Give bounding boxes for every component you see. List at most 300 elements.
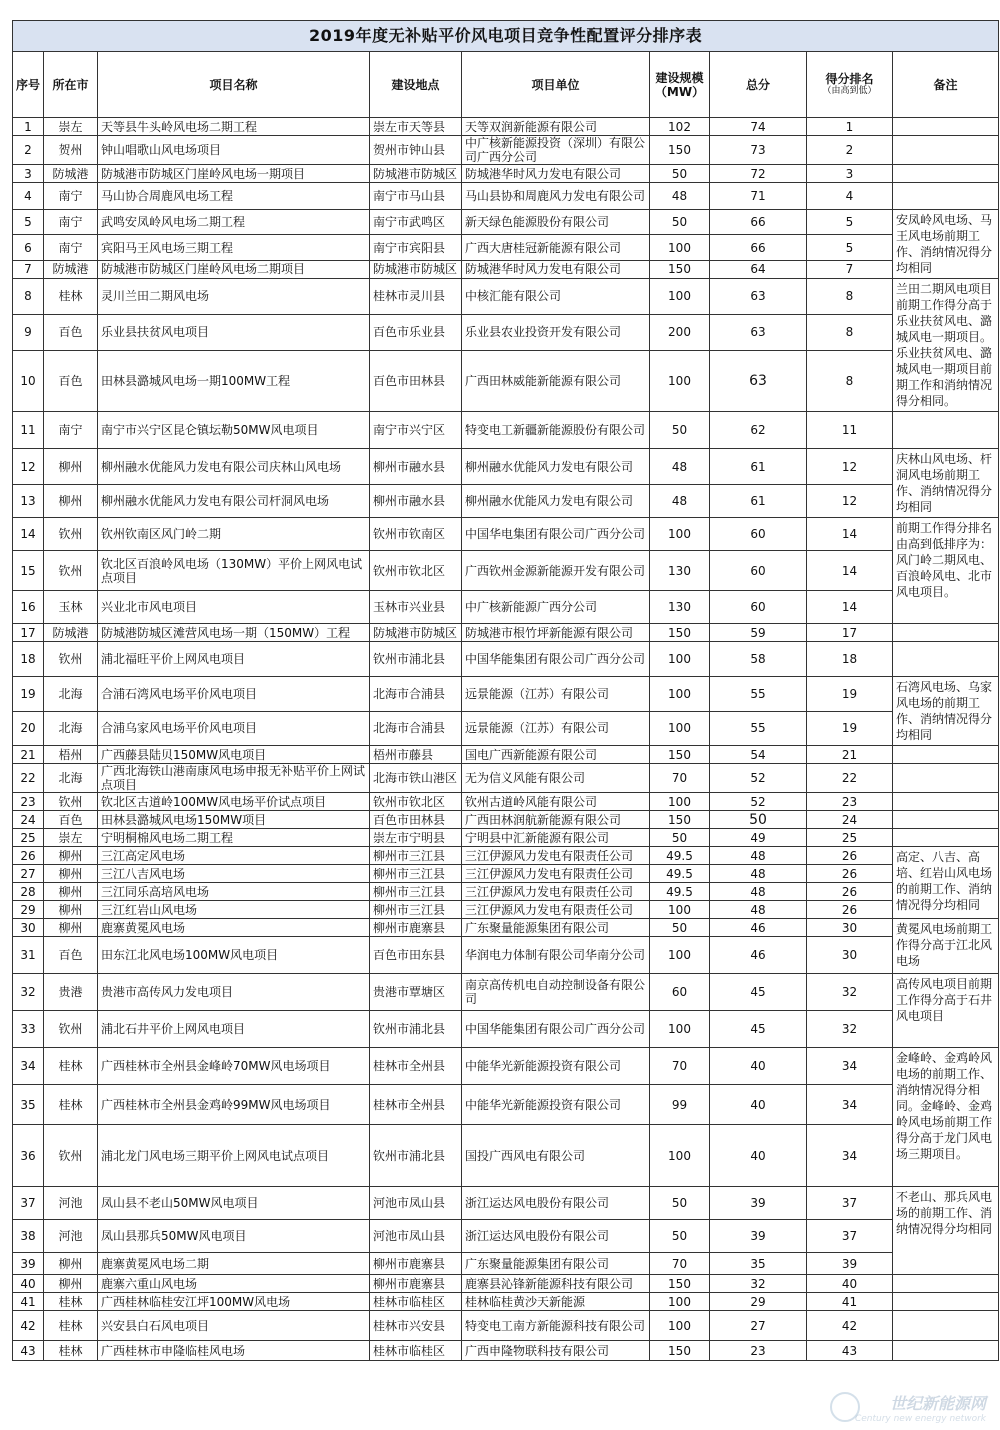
cell-city: 柳州: [44, 901, 98, 919]
cell-rank: 8: [807, 350, 893, 411]
cell-score: 23: [710, 1341, 807, 1361]
cell-location: 柳州市融水县: [370, 485, 462, 518]
cell-location: 柳州市三江县: [370, 883, 462, 901]
cell-capacity: 100: [650, 1011, 710, 1048]
table-row: [13, 449, 999, 485]
table-row: [13, 711, 999, 746]
cell-note: 黄冕风电场前期工作得分高于江北风电场: [893, 919, 999, 974]
cell-capacity: 50: [650, 1220, 710, 1253]
cell-rank: 30: [807, 937, 893, 974]
cell-project-name: 宁明桐棉风电场二期工程: [98, 829, 370, 847]
score-table-sheet: [12, 20, 998, 1361]
cell-location: 桂林市临桂区: [370, 1293, 462, 1311]
cell-project-name: 浦北石井平价上网风电项目: [98, 1011, 370, 1048]
table-row: [13, 1275, 999, 1293]
cell-note-empty: [893, 1311, 999, 1341]
cell-score: 66: [710, 235, 807, 260]
table-row: [13, 1311, 999, 1341]
cell-capacity: 100: [650, 711, 710, 746]
cell-seq: 34: [13, 1048, 44, 1085]
cell-seq: 1: [13, 118, 44, 136]
cell-score: 60: [710, 551, 807, 591]
cell-capacity: 130: [650, 551, 710, 591]
cell-city: 钦州: [44, 1125, 98, 1187]
cell-project-name: 凤山县那兵50MW风电项目: [98, 1220, 370, 1253]
cell-note-empty: [893, 412, 999, 449]
table-row: [13, 235, 999, 260]
cell-rank: 18: [807, 642, 893, 677]
cell-seq: 29: [13, 901, 44, 919]
cell-capacity: 150: [650, 136, 710, 165]
table-row: [13, 1125, 999, 1187]
cell-city: 梧州: [44, 746, 98, 764]
cell-location: 贵港市覃塘区: [370, 974, 462, 1011]
cell-score: 45: [710, 974, 807, 1011]
cell-note: 安凤岭风电场、马王风电场前期工作、消纳情况得分均相同: [893, 210, 999, 279]
cell-seq: 6: [13, 235, 44, 260]
cell-rank: 26: [807, 865, 893, 883]
table-row: [13, 350, 999, 411]
cell-city: 柳州: [44, 485, 98, 518]
table-row: [13, 883, 999, 901]
cell-company: 中国华能集团有限公司广西分公司: [462, 642, 650, 677]
cell-project-name: 广西藤县陆贝150MW风电项目: [98, 746, 370, 764]
cell-rank: 8: [807, 279, 893, 315]
cell-city: 南宁: [44, 210, 98, 235]
cell-location: 北海市铁山港区: [370, 764, 462, 793]
cell-seq: 30: [13, 919, 44, 937]
cell-rank: 12: [807, 449, 893, 485]
table-row: [13, 518, 999, 551]
cell-project-name: 钦州钦南区风门岭二期: [98, 518, 370, 551]
cell-company: 天等双润新能源有限公司: [462, 118, 650, 136]
cell-city: 钦州: [44, 793, 98, 811]
cell-capacity: 49.5: [650, 865, 710, 883]
table-row: [13, 210, 999, 235]
cell-company: 桂林临桂黄沙天新能源: [462, 1293, 650, 1311]
cell-capacity: 150: [650, 1275, 710, 1293]
cell-score: 73: [710, 136, 807, 165]
cell-rank: 30: [807, 919, 893, 937]
table-body: [13, 118, 999, 1361]
cell-capacity: 70: [650, 1048, 710, 1085]
cell-seq: 43: [13, 1341, 44, 1361]
cell-company: 中广核新能源投资（深圳）有限公司广西分公司: [462, 136, 650, 165]
cell-project-name: 浦北龙门风电场三期平价上网风电试点项目: [98, 1125, 370, 1187]
cell-city: 贵港: [44, 974, 98, 1011]
cell-score: 32: [710, 1275, 807, 1293]
cell-project-name: 乐业县扶贫风电项目: [98, 314, 370, 350]
cell-project-name: 钟山唱歌山风电场项目: [98, 136, 370, 165]
cell-capacity: 150: [650, 260, 710, 278]
cell-rank: 34: [807, 1125, 893, 1187]
cell-location: 北海市合浦县: [370, 677, 462, 712]
header-row: [13, 52, 999, 118]
cell-city: 柳州: [44, 1253, 98, 1275]
cell-score: 62: [710, 412, 807, 449]
cell-location: 南宁市兴宁区: [370, 412, 462, 449]
cell-city: 钦州: [44, 642, 98, 677]
cell-project-name: 田东江北风电场100MW风电项目: [98, 937, 370, 974]
cell-project-name: 广西桂林临桂安江坪100MW风电场: [98, 1293, 370, 1311]
cell-location: 桂林市临桂区: [370, 1341, 462, 1361]
cell-project-name: 鹿寨黄冕风电场二期: [98, 1253, 370, 1275]
table-row: [13, 865, 999, 883]
cell-note: 石湾风电场、乌家风电场的前期工作、消纳情况得分均相同: [893, 677, 999, 746]
cell-location: 梧州市藤县: [370, 746, 462, 764]
cell-city: 钦州: [44, 518, 98, 551]
cell-rank: 34: [807, 1085, 893, 1125]
cell-note-empty: [893, 829, 999, 847]
cell-score: 61: [710, 449, 807, 485]
cell-capacity: 50: [650, 1187, 710, 1220]
table-row: [13, 974, 999, 1011]
cell-project-name: 防城港防城区滩营风电场一期（150MW）工程: [98, 624, 370, 642]
cell-company: 三江伊源风力发电有限责任公司: [462, 901, 650, 919]
cell-project-name: 浦北福旺平价上网风电项目: [98, 642, 370, 677]
table-row: [13, 279, 999, 315]
cell-location: 北海市合浦县: [370, 711, 462, 746]
cell-company: 鹿寨县沁锋新能源科技有限公司: [462, 1275, 650, 1293]
cell-project-name: 灵川兰田二期风电场: [98, 279, 370, 315]
cell-rank: 2: [807, 136, 893, 165]
cell-rank: 12: [807, 485, 893, 518]
cell-project-name: 宾阳马王风电场三期工程: [98, 235, 370, 260]
header-capacity: 建设规模（MW）: [650, 52, 710, 118]
cell-seq: 40: [13, 1275, 44, 1293]
cell-score: 55: [710, 677, 807, 712]
cell-company: 中国华电集团有限公司广西分公司: [462, 518, 650, 551]
cell-capacity: 100: [650, 235, 710, 260]
cell-score: 60: [710, 518, 807, 551]
cell-score: 48: [710, 865, 807, 883]
cell-seq: 31: [13, 937, 44, 974]
cell-city: 桂林: [44, 1293, 98, 1311]
cell-location: 桂林市全州县: [370, 1048, 462, 1085]
cell-city: 柳州: [44, 847, 98, 865]
cell-company: 国投广西风电有限公司: [462, 1125, 650, 1187]
cell-project-name: 广西北海铁山港南康风电场申报无补贴平价上网试点项目: [98, 764, 370, 793]
cell-city: 桂林: [44, 279, 98, 315]
cell-rank: 26: [807, 901, 893, 919]
cell-score: 48: [710, 847, 807, 865]
cell-project-name: 鹿寨黄冕风电场: [98, 919, 370, 937]
cell-score: 48: [710, 901, 807, 919]
cell-company: 柳州融水优能风力发电有限公司: [462, 485, 650, 518]
cell-city: 河池: [44, 1220, 98, 1253]
cell-city: 防城港: [44, 165, 98, 183]
cell-score: 72: [710, 165, 807, 183]
cell-seq: 35: [13, 1085, 44, 1125]
cell-city: 防城港: [44, 260, 98, 278]
cell-capacity: 50: [650, 210, 710, 235]
cell-rank: 37: [807, 1187, 893, 1220]
cell-capacity: 49.5: [650, 847, 710, 865]
cell-location: 钦州市钦北区: [370, 551, 462, 591]
cell-city: 柳州: [44, 449, 98, 485]
cell-company: 宁明县中汇新能源有限公司: [462, 829, 650, 847]
cell-capacity: 100: [650, 677, 710, 712]
cell-seq: 41: [13, 1293, 44, 1311]
cell-seq: 33: [13, 1011, 44, 1048]
header-rank-sub: （由高到低）: [822, 86, 877, 96]
cell-seq: 20: [13, 711, 44, 746]
cell-score: 52: [710, 793, 807, 811]
cell-seq: 9: [13, 314, 44, 350]
cell-score: 27: [710, 1311, 807, 1341]
cell-seq: 4: [13, 183, 44, 210]
cell-company: 马山县协和周鹿风力发电有限公司: [462, 183, 650, 210]
cell-rank: 17: [807, 624, 893, 642]
cell-project-name: 合浦乌家风电场平价风电项目: [98, 711, 370, 746]
cell-rank: 21: [807, 746, 893, 764]
cell-city: 柳州: [44, 1275, 98, 1293]
watermark: [855, 1391, 986, 1424]
cell-location: 崇左市天等县: [370, 118, 462, 136]
cell-city: 南宁: [44, 235, 98, 260]
cell-company: 远景能源（江苏）有限公司: [462, 677, 650, 712]
cell-capacity: 150: [650, 1341, 710, 1361]
cell-score: 45: [710, 1011, 807, 1048]
cell-project-name: 田林县潞城风电场150MW项目: [98, 811, 370, 829]
cell-seq: 15: [13, 551, 44, 591]
cell-capacity: 100: [650, 901, 710, 919]
cell-city: 柳州: [44, 865, 98, 883]
table-row: [13, 1011, 999, 1048]
cell-company: 远景能源（江苏）有限公司: [462, 711, 650, 746]
cell-rank: 25: [807, 829, 893, 847]
cell-capacity: 50: [650, 412, 710, 449]
cell-location: 钦州市浦北县: [370, 1011, 462, 1048]
cell-rank: 14: [807, 551, 893, 591]
table-row: [13, 165, 999, 183]
cell-seq: 12: [13, 449, 44, 485]
cell-location: 钦州市浦北县: [370, 642, 462, 677]
cell-company: 浙江运达风电股份有限公司: [462, 1187, 650, 1220]
cell-rank: 32: [807, 974, 893, 1011]
table-row: [13, 314, 999, 350]
cell-company: 南京高传机电自动控制设备有限公司: [462, 974, 650, 1011]
table-row: [13, 1187, 999, 1220]
cell-rank: 24: [807, 811, 893, 829]
cell-company: 防城港华时风力发电有限公司: [462, 165, 650, 183]
cell-note: 不老山、那兵风电场的前期工作、消纳情况得分均相同: [893, 1187, 999, 1275]
cell-rank: 26: [807, 847, 893, 865]
header-note: 备注: [893, 52, 999, 118]
cell-location: 玉林市兴业县: [370, 591, 462, 624]
cell-seq: 2: [13, 136, 44, 165]
cell-score: 64: [710, 260, 807, 278]
cell-capacity: 100: [650, 518, 710, 551]
cell-capacity: 70: [650, 1253, 710, 1275]
table-row: [13, 591, 999, 624]
cell-capacity: 100: [650, 1311, 710, 1341]
cell-city: 柳州: [44, 883, 98, 901]
cell-seq: 39: [13, 1253, 44, 1275]
cell-score: 35: [710, 1253, 807, 1275]
cell-capacity: 60: [650, 974, 710, 1011]
cell-location: 柳州市三江县: [370, 865, 462, 883]
table-row: [13, 901, 999, 919]
cell-score: 52: [710, 764, 807, 793]
cell-rank: 1: [807, 118, 893, 136]
cell-note-empty: [893, 811, 999, 829]
cell-project-name: 三江红岩山风电场: [98, 901, 370, 919]
cell-city: 钦州: [44, 1011, 98, 1048]
cell-note-empty: [893, 118, 999, 136]
cell-seq: 11: [13, 412, 44, 449]
cell-capacity: 48: [650, 183, 710, 210]
cell-note: 高定、八吉、高培、红岩山风电场的前期工作、消纳情况得分均相同: [893, 847, 999, 919]
cell-score: 74: [710, 118, 807, 136]
cell-city: 百色: [44, 350, 98, 411]
cell-seq: 36: [13, 1125, 44, 1187]
cell-company: 浙江运达风电股份有限公司: [462, 1220, 650, 1253]
table-row: [13, 1220, 999, 1253]
header-rank: [807, 52, 893, 118]
table-row: [13, 764, 999, 793]
header-company: 项目单位: [462, 52, 650, 118]
cell-location: 钦州市浦北县: [370, 1125, 462, 1187]
cell-company: 广西田林威能新能源有限公司: [462, 350, 650, 411]
cell-company: 广西大唐桂冠新能源有限公司: [462, 235, 650, 260]
cell-score: 40: [710, 1125, 807, 1187]
cell-note-empty: [893, 136, 999, 165]
cell-rank: 4: [807, 183, 893, 210]
cell-location: 百色市田东县: [370, 937, 462, 974]
cell-score: 39: [710, 1187, 807, 1220]
table-row: [13, 551, 999, 591]
cell-seq: 16: [13, 591, 44, 624]
cell-score: 50: [710, 811, 807, 829]
cell-city: 崇左: [44, 118, 98, 136]
cell-city: 桂林: [44, 1085, 98, 1125]
cell-seq: 26: [13, 847, 44, 865]
cell-note-empty: [893, 1341, 999, 1361]
cell-city: 百色: [44, 314, 98, 350]
cell-location: 桂林市全州县: [370, 1085, 462, 1125]
cell-company: 中能华光新能源投资有限公司: [462, 1048, 650, 1085]
table-row: [13, 1085, 999, 1125]
cell-project-name: 广西桂林市申隆临桂风电场: [98, 1341, 370, 1361]
cell-location: 桂林市灵川县: [370, 279, 462, 315]
cell-note: 兰田二期风电项目前期工作得分高于乐业扶贫风电、潞城风电一期项目。乐业扶贫风电、潞城风电一期项目前期工作和消纳情况得分相同。: [893, 279, 999, 412]
cell-capacity: 50: [650, 165, 710, 183]
cell-company: 国电广西新能源有限公司: [462, 746, 650, 764]
cell-city: 百色: [44, 811, 98, 829]
watermark-en: Century new energy network: [854, 1414, 986, 1424]
table-row: [13, 1048, 999, 1085]
cell-capacity: 100: [650, 1293, 710, 1311]
cell-company: 华润电力体制有限公司华南分公司: [462, 937, 650, 974]
cell-capacity: 100: [650, 642, 710, 677]
cell-company: 广西田林润航新能源有限公司: [462, 811, 650, 829]
cell-city: 贺州: [44, 136, 98, 165]
header-seq: 序号: [13, 52, 44, 118]
cell-score: 40: [710, 1048, 807, 1085]
cell-project-name: 合浦石湾风电场平价风电项目: [98, 677, 370, 712]
cell-score: 46: [710, 937, 807, 974]
cell-project-name: 广西桂林市全州县金峰岭70MW风电场项目: [98, 1048, 370, 1085]
cell-project-name: 马山协合周鹿风电场工程: [98, 183, 370, 210]
cell-city: 防城港: [44, 624, 98, 642]
cell-project-name: 钦北区古道岭100MW风电场平价试点项目: [98, 793, 370, 811]
cell-location: 河池市凤山县: [370, 1220, 462, 1253]
cell-city: 北海: [44, 677, 98, 712]
cell-location: 防城港市防城区: [370, 165, 462, 183]
cell-company: 中核汇能有限公司: [462, 279, 650, 315]
cell-rank: 42: [807, 1311, 893, 1341]
cell-rank: 19: [807, 677, 893, 712]
cell-score: 40: [710, 1085, 807, 1125]
cell-location: 防城港市防城区: [370, 624, 462, 642]
cell-company: 特变电工南方新能源科技有限公司: [462, 1311, 650, 1341]
cell-project-name: 田林县潞城风电场一期100MW工程: [98, 350, 370, 411]
cell-location: 百色市田林县: [370, 350, 462, 411]
cell-capacity: 150: [650, 624, 710, 642]
cell-seq: 8: [13, 279, 44, 315]
header-rank-label: 得分排名: [825, 72, 874, 86]
cell-capacity: 100: [650, 1125, 710, 1187]
cell-seq: 23: [13, 793, 44, 811]
cell-seq: 32: [13, 974, 44, 1011]
cell-project-name: 武鸣安凤岭风电场二期工程: [98, 210, 370, 235]
cell-company: 特变电工新疆新能源股份有限公司: [462, 412, 650, 449]
cell-project-name: 防城港市防城区门崖岭风电场一期项目: [98, 165, 370, 183]
cell-project-name: 柳州融水优能风力发电有限公司杆洞风电场: [98, 485, 370, 518]
cell-city: 钦州: [44, 551, 98, 591]
cell-rank: 32: [807, 1011, 893, 1048]
cell-seq: 13: [13, 485, 44, 518]
cell-location: 桂林市兴安县: [370, 1311, 462, 1341]
cell-project-name: 鹿寨六重山风电场: [98, 1275, 370, 1293]
cell-company: 中广核新能源广西分公司: [462, 591, 650, 624]
table-row: [13, 136, 999, 165]
cell-capacity: 100: [650, 279, 710, 315]
cell-city: 北海: [44, 711, 98, 746]
cell-seq: 5: [13, 210, 44, 235]
table-row: [13, 919, 999, 937]
cell-capacity: 48: [650, 485, 710, 518]
cell-company: 无为信义风能有限公司: [462, 764, 650, 793]
cell-capacity: 70: [650, 764, 710, 793]
cell-capacity: 100: [650, 937, 710, 974]
table-row: [13, 1293, 999, 1311]
cell-score: 71: [710, 183, 807, 210]
header-location: 建设地点: [370, 52, 462, 118]
cell-seq: 19: [13, 677, 44, 712]
cell-location: 柳州市三江县: [370, 901, 462, 919]
cell-location: 崇左市宁明县: [370, 829, 462, 847]
cell-rank: 40: [807, 1275, 893, 1293]
cell-seq: 28: [13, 883, 44, 901]
cell-seq: 42: [13, 1311, 44, 1341]
cell-location: 南宁市宾阳县: [370, 235, 462, 260]
cell-location: 钦州市钦北区: [370, 793, 462, 811]
cell-company: 防城港华时风力发电有限公司: [462, 260, 650, 278]
cell-rank: 8: [807, 314, 893, 350]
cell-note: 金峰岭、金鸡岭风电场的前期工作、消纳情况得分相同。金峰岭、金鸡岭风电场前期工作得分高于龙门风电场三期项目。: [893, 1048, 999, 1187]
cell-capacity: 99: [650, 1085, 710, 1125]
cell-city: 百色: [44, 937, 98, 974]
cell-capacity: 130: [650, 591, 710, 624]
cell-company: 中国华能集团有限公司广西分公司: [462, 1011, 650, 1048]
cell-note-empty: [893, 165, 999, 183]
cell-project-name: 防城港市防城区门崖岭风电场二期项目: [98, 260, 370, 278]
header-score: 总分: [710, 52, 807, 118]
cell-score: 63: [710, 279, 807, 315]
cell-project-name: 天等县牛头岭风电场二期工程: [98, 118, 370, 136]
